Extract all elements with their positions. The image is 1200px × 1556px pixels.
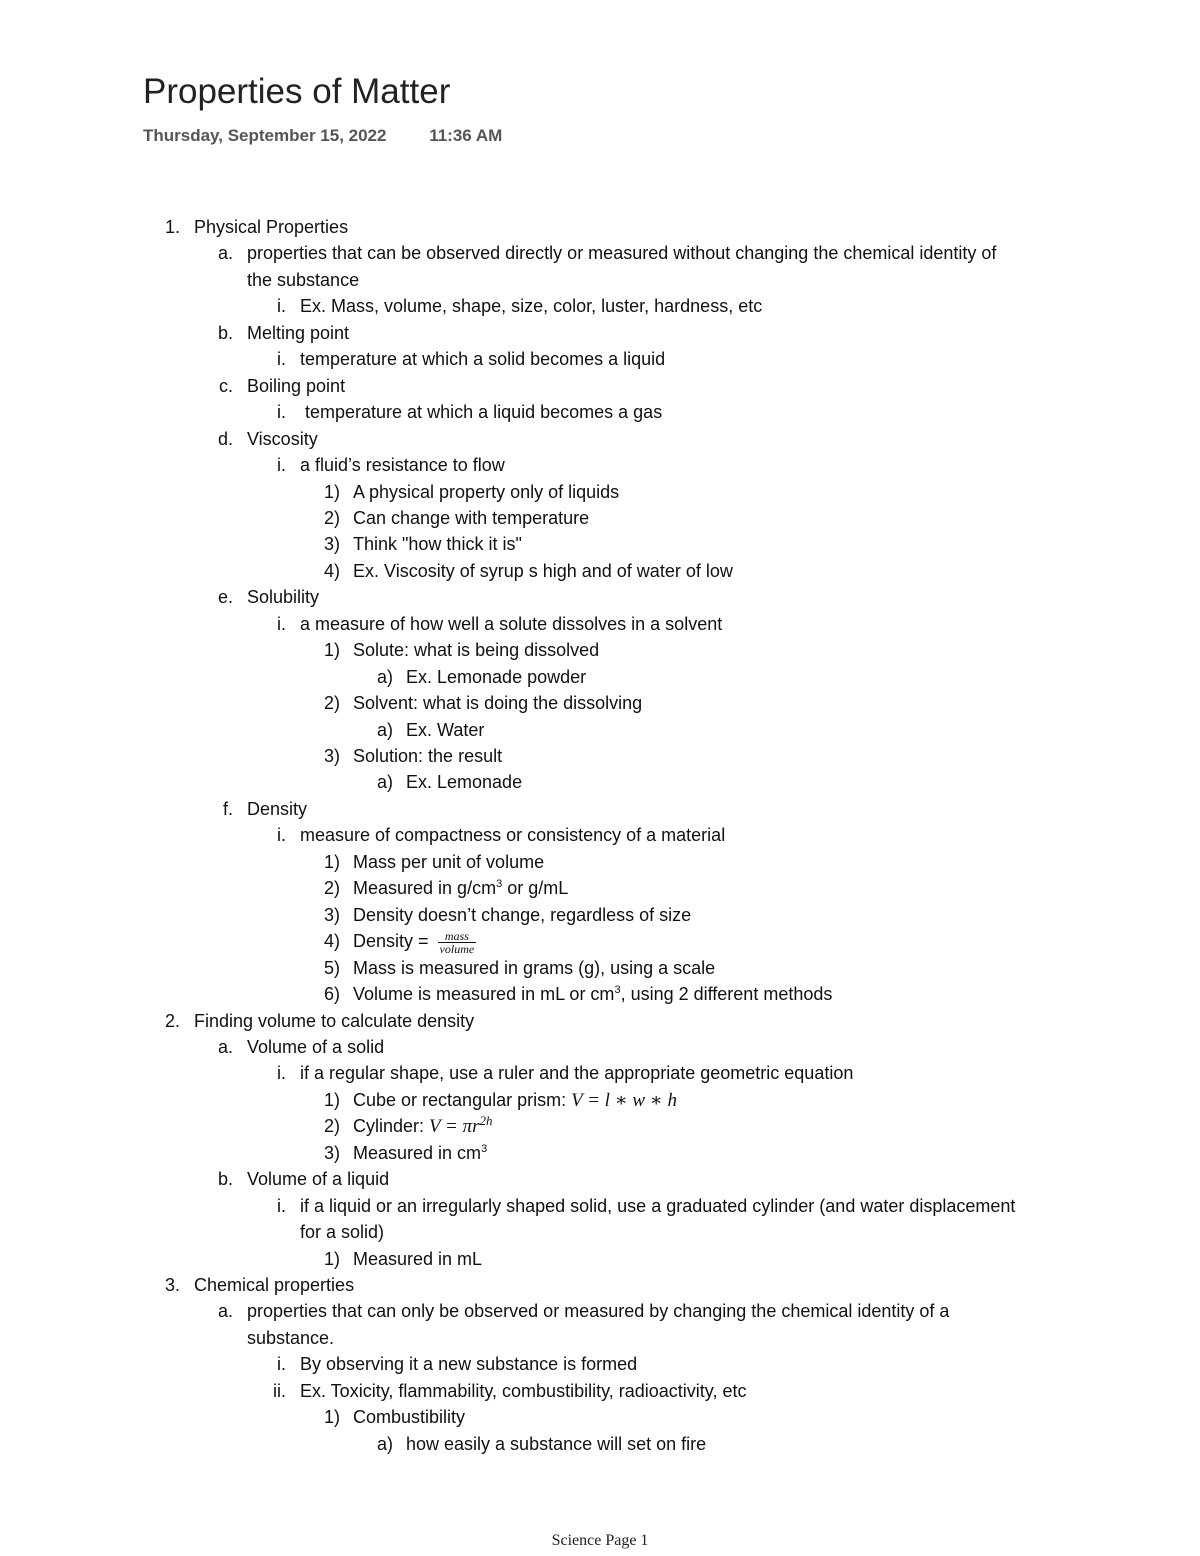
- outline-text: [247, 1325, 334, 1351]
- outline-marker: 2): [323, 878, 340, 899]
- outline-marker: i.: [277, 455, 286, 476]
- outline-marker: 1): [323, 1089, 340, 1110]
- outline-text-main: Physical Properties: [194, 217, 349, 237]
- outline-text-main: a fluid’s resistance to flow: [300, 455, 505, 476]
- outline-text: [300, 1351, 637, 1377]
- outline-text-main: Measured in mL: [353, 1248, 483, 1269]
- outline-text-main: Finding volume to calculate density: [194, 1010, 475, 1031]
- outline-marker: 3): [323, 1142, 340, 1163]
- outline-marker: 3): [323, 904, 340, 925]
- outline-text-main: measure of compactness or consistency of a material: [300, 825, 726, 846]
- outline-marker: i.: [277, 402, 286, 423]
- outline-text-main: Ex. Water: [406, 719, 485, 740]
- outline-text-main: Volume of a liquid: [247, 1169, 390, 1190]
- outline-marker: 1): [323, 640, 340, 661]
- outline-text-main: a measure of how well a solute dissolves in a solvent: [300, 613, 723, 634]
- outline-marker: i.: [277, 1195, 286, 1216]
- outline-text-main: A physical property only of liquids: [353, 481, 620, 502]
- outline-text-main: temperature at which a liquid becomes a gas: [300, 402, 663, 423]
- outline-text: [247, 1034, 384, 1060]
- outline-text: [353, 637, 599, 663]
- outline-marker: b.: [217, 322, 233, 343]
- outline-text: [247, 320, 349, 346]
- outline-text-main: Ex. Lemonade: [406, 772, 523, 793]
- outline-text-main: for a solid): [300, 1222, 385, 1243]
- superscript: 3: [481, 1142, 488, 1155]
- outline-text: [353, 505, 589, 531]
- outline-text: [300, 611, 722, 637]
- outline-text: [353, 902, 691, 928]
- outline-text-main: Solute: what is being dissolved: [353, 640, 600, 661]
- outline-text: [194, 214, 348, 240]
- outline-text-main: Viscosity: [247, 428, 318, 449]
- outline-text: [353, 1140, 487, 1166]
- fraction-denominator: volume: [439, 941, 475, 956]
- page-meta: [143, 126, 502, 146]
- math-equation: V = πr: [429, 1116, 480, 1138]
- page-title: Properties of Matter: [143, 72, 451, 111]
- fraction-numerator: mass: [438, 930, 477, 943]
- outline-marker: 3.: [164, 1275, 180, 1295]
- outline-text-main: Can change with temperature: [353, 507, 590, 528]
- outline-marker: 1): [323, 481, 340, 502]
- outline-text-main: substance.: [247, 1327, 335, 1348]
- outline-text-main: the substance: [247, 269, 360, 290]
- outline-text: [353, 875, 568, 901]
- outline-text: [300, 399, 662, 425]
- outline-marker: i.: [277, 296, 286, 317]
- outline-text-main: Mass is measured in grams (g), using a scale: [353, 957, 716, 978]
- outline-marker: i.: [277, 825, 286, 846]
- outline-text: [353, 1113, 493, 1140]
- outline-text: [300, 452, 505, 478]
- page-date: Thursday, September 15, 2022: [143, 126, 387, 145]
- outline-text: [353, 981, 832, 1007]
- outline-text: [300, 822, 725, 848]
- outline-text: [247, 1166, 389, 1192]
- outline-marker: i.: [277, 1354, 286, 1375]
- outline-text: [300, 293, 762, 319]
- outline-text: [247, 796, 307, 822]
- outline-text: [194, 1008, 474, 1034]
- outline-text: [406, 717, 484, 743]
- outline-text-main: Chemical properties: [194, 1275, 355, 1295]
- outline-text: [406, 1431, 706, 1457]
- outline-text: [406, 769, 522, 795]
- outline-text-main: Density: [247, 798, 308, 819]
- outline-marker: 3): [323, 534, 340, 555]
- math-equation: V = l ∗ w ∗ h: [571, 1089, 677, 1111]
- outline-text-main: Ex. Viscosity of syrup s high and of water of low: [353, 560, 733, 581]
- outline-text: [247, 584, 319, 610]
- density-fraction: [438, 930, 477, 955]
- outline-text: [300, 346, 665, 372]
- outline-text: [194, 1272, 354, 1298]
- outline-text-after: or g/mL: [502, 878, 569, 899]
- outline-text: [300, 1060, 853, 1086]
- outline-marker: 1.: [164, 217, 180, 237]
- outline-text-main: Solubility: [247, 587, 320, 608]
- outline-marker: 6): [323, 984, 340, 1005]
- outline-marker: 1): [323, 1248, 340, 1269]
- outline-marker: i.: [277, 1063, 286, 1084]
- outline-marker: a.: [217, 243, 233, 264]
- outline-text-main: Solution: the result: [353, 746, 503, 766]
- outline-text: [353, 928, 476, 955]
- outline-text-main: if a regular shape, use a ruler and the appropriate geometric equation: [300, 1063, 854, 1084]
- outline-marker: 2): [323, 1116, 340, 1137]
- outline-text: [353, 1404, 465, 1430]
- outline-text-main: properties that can be observed directly or measured without changing the chemical identity of: [247, 243, 997, 264]
- outline-text-main: Combustibility: [353, 1407, 466, 1428]
- outline-marker: e.: [217, 587, 233, 608]
- outline-text: [300, 1193, 1015, 1219]
- page-footer: Science Page 1: [551, 1532, 649, 1549]
- outline-marker: i.: [277, 349, 286, 370]
- outline-marker: ii.: [273, 1380, 286, 1401]
- outline-marker: a): [376, 772, 393, 793]
- math-exponent: 2h: [479, 1113, 493, 1129]
- outline-text-main: properties that can only be observed or measured by changing the chemical identity of a: [247, 1301, 950, 1322]
- outline-text: [247, 267, 359, 293]
- outline-text-main: Measured in g/cm: [353, 878, 497, 899]
- outline-text: [406, 664, 586, 690]
- outline-marker: 1): [323, 851, 340, 872]
- outline-marker: i.: [277, 613, 286, 634]
- page-time: 11:36 AM: [429, 126, 503, 145]
- outline-text-main: Volume is measured in mL or cm: [353, 984, 615, 1005]
- outline-marker: d.: [217, 428, 233, 449]
- outline-text-main: Cube or rectangular prism:: [353, 1089, 572, 1110]
- outline-text-main: temperature at which a solid becomes a liquid: [300, 349, 666, 370]
- outline-marker: 4): [323, 560, 340, 581]
- outline-text-main: Density doesn’t change, regardless of size: [353, 904, 692, 925]
- outline-text: [353, 743, 502, 769]
- outline-text-main: if a liquid or an irregularly shaped solid, use a graduated cylinder (and water displacement: [300, 1195, 1016, 1216]
- outline-text-main: Cylinder:: [353, 1116, 430, 1137]
- outline-marker: 2.: [164, 1010, 180, 1031]
- outline-text-after: , using 2 different methods: [620, 984, 833, 1005]
- outline-text-main: Mass per unit of volume: [353, 851, 545, 872]
- outline-text: [353, 558, 733, 584]
- outline-text: [353, 479, 619, 505]
- outline-marker: b.: [217, 1169, 233, 1190]
- outline-marker: a): [376, 666, 393, 687]
- outline-text: [247, 240, 996, 266]
- outline-marker: 2): [323, 693, 340, 714]
- outline-marker: 2): [323, 507, 340, 528]
- outline-text: [353, 849, 544, 875]
- outline-text: [247, 1298, 949, 1324]
- outline-marker: 4): [323, 931, 340, 952]
- outline-marker: 1): [323, 1407, 340, 1428]
- outline-text-main: Ex. Mass, volume, shape, size, color, luster, hardness, etc: [300, 296, 763, 317]
- outline-text-main: Density =: [353, 931, 434, 952]
- superscript: 3: [614, 984, 621, 997]
- outline-text-main: Ex. Lemonade powder: [406, 666, 587, 687]
- outline-marker: 3): [323, 746, 340, 766]
- outline-text-main: how easily a substance will set on fire: [406, 1433, 707, 1454]
- outline-text-main: Measured in cm: [353, 1142, 482, 1163]
- outline-text: [353, 531, 522, 557]
- outline-text-main: Boiling point: [247, 375, 346, 396]
- outline-text: [247, 373, 345, 399]
- outline-text: [300, 1219, 384, 1245]
- outline-marker: a): [376, 1433, 393, 1454]
- outline-text-main: Melting point: [247, 322, 350, 343]
- outline-marker: a.: [217, 1036, 233, 1057]
- outline-text: [353, 1087, 677, 1114]
- outline-text-main: Solvent: what is doing the dissolving: [353, 693, 643, 714]
- outline-text: [300, 1378, 746, 1404]
- outline-marker: a.: [217, 1301, 233, 1322]
- outline-text-main: Volume of a solid: [247, 1036, 385, 1057]
- outline-text-main: Ex. Toxicity, flammability, combustibility, radioactivity, etc: [300, 1380, 747, 1401]
- outline-text: [247, 426, 318, 452]
- outline-text: [353, 955, 715, 981]
- outline-text: [353, 1246, 482, 1272]
- outline-marker: a): [376, 719, 393, 740]
- outline-marker: f.: [222, 798, 233, 819]
- outline-marker: c.: [218, 375, 233, 396]
- outline-text: [353, 690, 642, 716]
- outline-marker: 5): [323, 957, 340, 978]
- outline-text-main: By observing it a new substance is formed: [300, 1354, 638, 1375]
- superscript: 3: [496, 878, 503, 891]
- outline-text-main: Think "how thick it is": [353, 534, 522, 555]
